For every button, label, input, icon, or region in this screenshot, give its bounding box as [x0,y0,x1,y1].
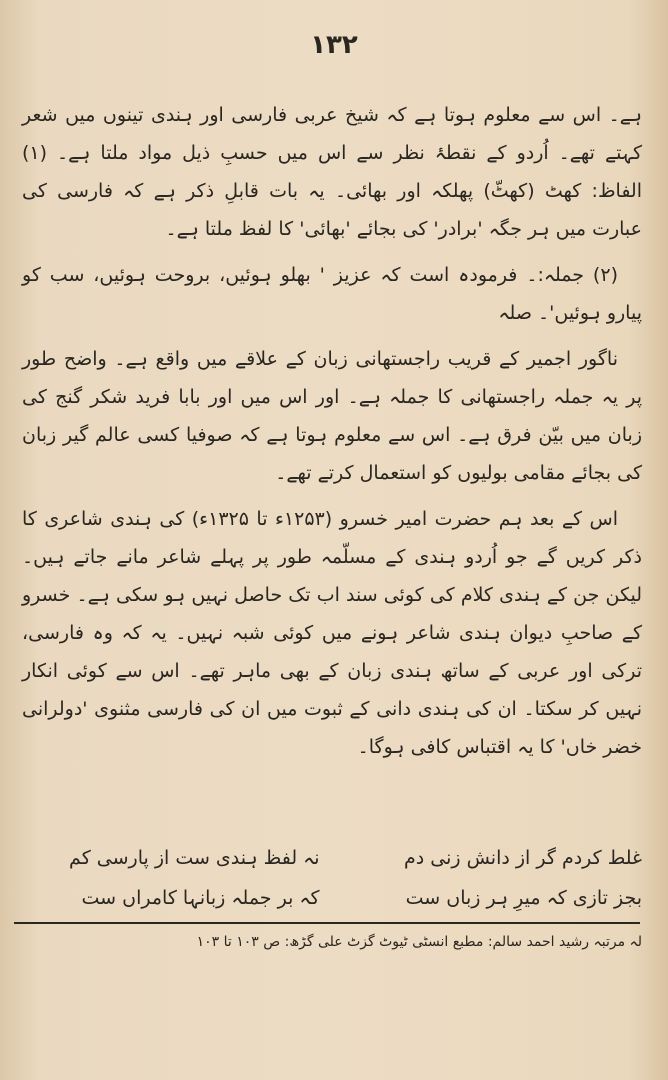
body-text [22,96,642,766]
couplet-line-2 [22,878,642,918]
couplet-line-1-second-hemistich: نہ لفظ ہندی ست از پارسی کم [69,847,320,869]
couplet-line-2-first-hemistich: بجز تازی کہ میرِ ہر زباں ست [405,887,642,909]
paragraph-2: (۲) جملہ:۔ فرمودہ است کہ عزیز ' بھلو ہوئیں، بروحت ہوئیں، سب کو پیارو ہوئیں'۔ صلہ [22,264,642,324]
paragraph-4: اس کے بعد ہم حضرت امیر خسرو (۱۲۵۳ء تا ۱۳۲۵ء) کی ہندی شاعری کا ذکر کریں گے جو اُردو ہندی کے مسلّمہ طور پر پہلے شاعر مانے جاتے ہیں۔ لیکن جن کے ہندی کلام کی کوئی سند اب تک حاصل نہیں ہو سکی ہے۔ خسرو کے صاحبِ دیوان ہندی شاعر ہونے میں کوئی شبہ نہیں۔ یہ کہ وہ فارسی، ترکی اور عربی کے ساتھ ہندی زبان کے بھی ماہر تھے۔ اس سے کوئی انکار نہیں کر سکتا۔ ان کی ہندی دانی کے ثبوت میں ان کی فارسی مثنوی 'دولرانی خضر خاں' کا یہ اقتباس کافی ہوگا۔ [22,508,642,758]
footnote: لہ مرتبہ رشید احمد سالم: مطبع انسٹی ٹیوٹ گزٹ علی گڑھ: ص ۱۰۳ تا ۱۰۳ [196,934,642,950]
persian-couplet [22,838,642,918]
page-number: ۱۳۲ [310,30,358,60]
couplet-line-1-first-hemistich: غلط کردم گر از دانش زنی دم [403,847,642,869]
paragraph-1: ہے۔ اس سے معلوم ہوتا ہے کہ شیخ عربی فارسی اور ہندی تینوں میں شعر کہتے تھے۔ اُردو کے نقطۂ نظر سے اس میں حسبِ ذیل مواد ملتا ہے۔ (۱) الفاظ: کھٹ (کھٹّ) پھلکہ اور بھائی۔ یہ بات قابلِ ذکر ہے کہ فارسی کی عبارت میں ہر جگہ 'برادر' کی بجائے 'بھائی' کا لفظ ملتا ہے۔ [22,104,642,240]
couplet-line-2-second-hemistich: کہ بر جملہ زبانہا کامراں ست [81,887,320,909]
couplet-line-1 [22,838,642,878]
paragraph-3: ناگور اجمیر کے قریب راجستھانی زبان کے علاقے میں واقع ہے۔ واضح طور پر یہ جملہ راجستھانی کا جملہ ہے۔ اور اس میں اور بابا فرید شکر گنج کی زبان میں بیّن فرق ہے۔ اس سے معلوم ہوتا ہے کہ صوفیا کسی عالم گیر زبان کی بجائے مقامی بولیوں کو استعمال کرتے تھے۔ [22,348,642,484]
footnote-divider [14,922,640,924]
